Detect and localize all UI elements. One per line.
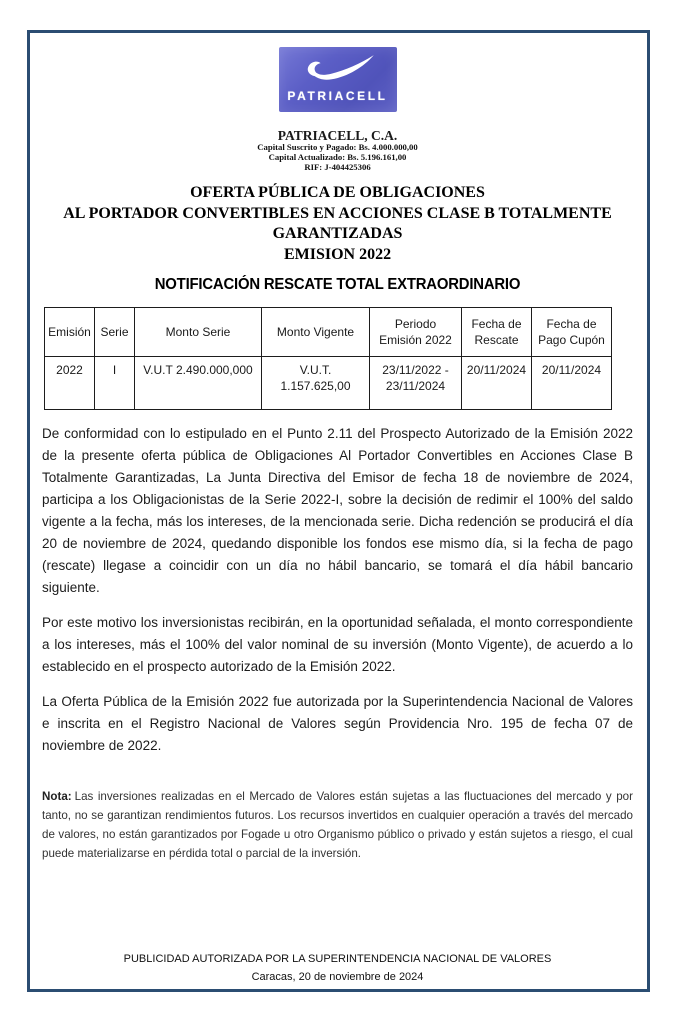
document-title [42,183,633,265]
patriacell-logo [279,47,397,112]
document-body [42,423,633,863]
cell-fecha-pago-cupon: 20/11/2024 [532,357,612,410]
header-monto-vigente: Monto Vigente [262,308,370,357]
paragraph-1: De conformidad con lo estipulado en el Punto 2.11 del Prospecto Autorizado de la Emisión 2022 de la presente oferta pública de Obligaciones Al Portador Convertibles en Acciones Clase B Totalmente Garantizadas, La Junta Directiva del Emisor de fecha 18 de noviembre de 2024, participa a los Obligacionistas de la Serie 2022-I, sobre la decisión de redimir el 100% del saldo vigente a la fecha, más los intereses, de la mencionada serie. Dicha redención se producirá el día 20 de noviembre de 2024, quedando disponible los fondos ese mismo día, si la fecha de pago (rescate) llegase a coincidir con un día no hábil bancario, se tomará el día hábil bancario siguiente. [42,426,633,596]
title-line-1: OFERTA PÚBLICA DE OBLIGACIONES [190,184,485,202]
document-footer [42,951,633,986]
paragraph-3: La Oferta Pública de la Emisión 2022 fue autorizada por la Superintendencia Nacional de Valores e inscrita en el Registro Nacional de Valores según Providencia Nro. 195 de fecha 07 de noviembre de 2022. [42,694,633,754]
cell-fecha-rescate: 20/11/2024 [462,357,532,410]
header-periodo-emision: Periodo Emisión 2022 [370,308,462,357]
header-monto-serie: Monto Serie [135,308,262,357]
paragraph-2: Por este motivo los inversionistas recibirán, en la oportunidad señalada, el monto correspondiente a los intereses, más el 100% del valor nominal de su inversión (Monto Vigente), de acuerdo a lo establecido en el prospecto autorizado de la Emisión 2022. [42,615,633,675]
swoosh-icon [293,52,383,86]
nota-text: Las inversiones realizadas en el Mercado de Valores están sujetas a las fluctuaciones del mercado y por tanto, no se garantizan rendimientos futuros. Los recursos invertidos en cualquier operación a través del mercado de valores, no están garantizados por Fogade u otro Organismo público o privado y están sujetos a riesgo, el cual puede materializarse en pérdida total o parcial de la inversión. [42,790,633,861]
document-subtitle: NOTIFICACIÓN RESCATE TOTAL EXTRAORDINARIO [154,276,521,294]
nota-label: Nota: [42,790,72,804]
company-capital-actualizado: Capital Actualizado: Bs. 5.196.161,00 [268,151,407,162]
footer-authorization-line: PUBLICIDAD AUTORIZADA POR LA SUPERINTENDENCIA NACIONAL DE VALORES [123,953,552,966]
company-header [42,128,633,172]
header-fecha-rescate: Fecha de Rescate [462,308,532,357]
logo-brand-text: PATRIACELL [287,89,388,103]
page-border [27,30,650,992]
title-line-2: AL PORTADOR CONVERTIBLES EN ACCIONES CLASE B TOTALMENTE [63,204,612,222]
company-capital-suscrito: Capital Suscrito y Pagado: Bs. 4.000.000,00 [257,142,418,152]
footer-date-line: Caracas, 20 de noviembre de 2024 [251,970,424,983]
table-header-row [45,308,612,357]
cell-monto-serie: V.U.T 2.490.000,000 [135,357,262,410]
nota-paragraph [42,787,633,863]
title-line-3: GARANTIZADAS [272,225,403,243]
company-rif: RIF: J-404425306 [304,161,371,172]
cell-monto-vigente: V.U.T. 1.157.625,00 [262,357,370,410]
header-fecha-pago-cupon: Fecha de Pago Cupón [532,308,612,357]
header-serie: Serie [95,308,135,357]
table-row [45,357,612,410]
header-emision: Emisión [45,308,95,357]
company-name: PATRIACELL, C.A. [277,128,398,143]
cell-serie: I [95,357,135,410]
title-line-4: EMISION 2022 [283,245,392,263]
cell-emision: 2022 [45,357,95,410]
emission-table [44,307,612,410]
cell-periodo-emision: 23/11/2022 - 23/11/2024 [370,357,462,410]
